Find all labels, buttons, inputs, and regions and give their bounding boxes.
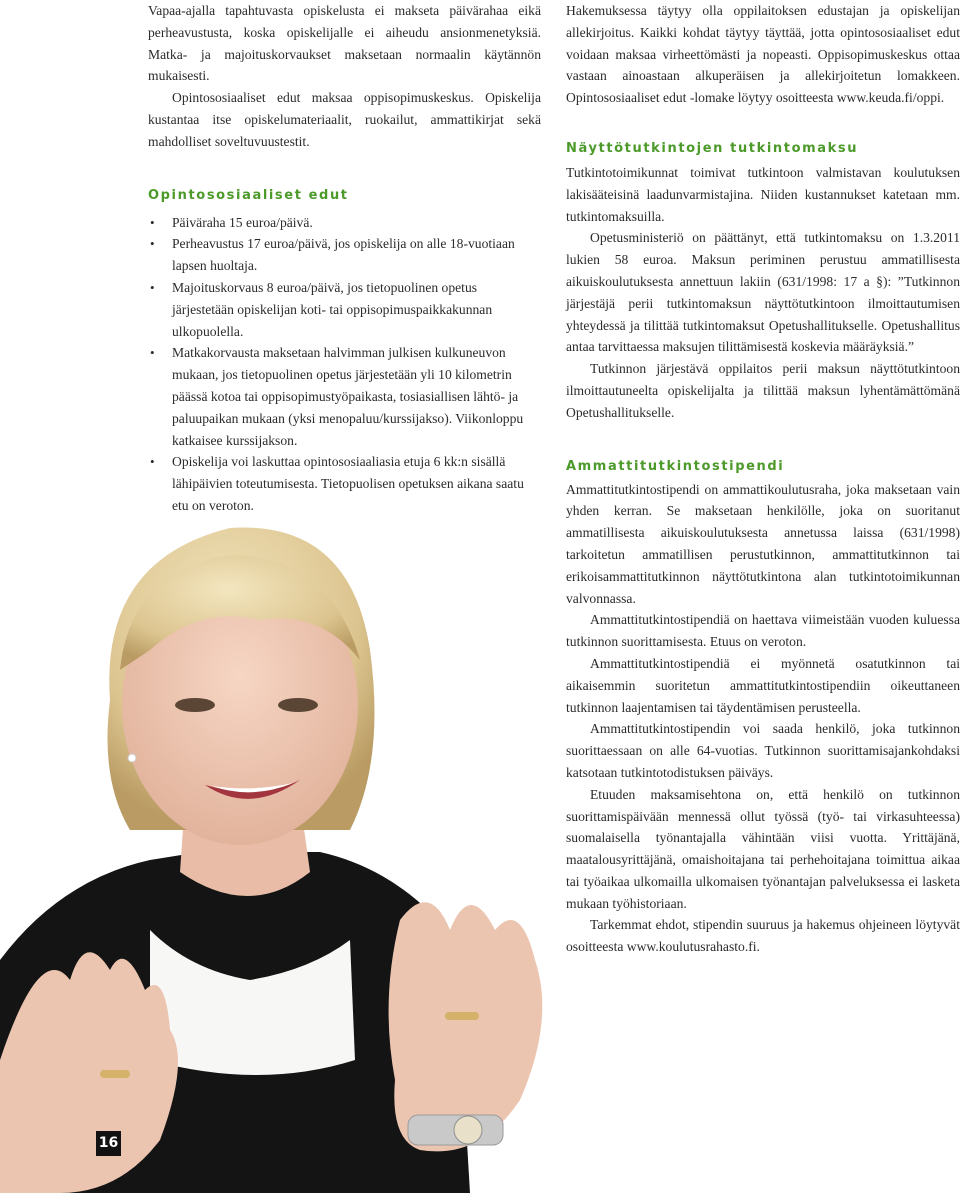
section-heading-stipend: Ammattitutkintostipendi — [566, 458, 785, 474]
woman-photo — [0, 500, 560, 1193]
fee-paragraph-1: Tutkintotoimikunnat toimivat tutkintoon valmistavan koulutuksen lakisääteisinä laadunvarmistajina. Niiden kustannukset katetaan mm. tutkintomaksuilla. — [566, 164, 960, 224]
list-item: • Majoituskorvaus 8 euroa/päivä, jos tietopuolinen opetus järjestetään opiskelijan koti- tai oppisopimuspaikkakunnan ulkopuolella. — [148, 277, 541, 342]
intro-paragraph: Vapaa-ajalla tapahtuvasta opiskelusta ei makseta päivärahaa eikä perheavustusta, koska opiskelijalle ei aiheudu ansionmenetyksiä. Matka- ja majoituskorvaukset maksetaan normaalin käytännön mukaisesti. — [148, 3, 541, 84]
stipend-paragraph-3: Ammattitutkintostipendiä ei myönnetä osatutkinnon tai aikaisemmin suoritetun ammattitutkintostipendiin oikeuttaneen tutkinnon laajentamisen tai täydentämisen perusteella. — [566, 655, 960, 715]
right-column — [566, 0, 960, 958]
fee-paragraph-3: Tutkinnon järjestävä oppilaitos perii maksun näyttötutkintoon ilmoittautuneelta opiskelijalta ja tilittää maksun lyhentämättömänä Opetushallitukselle. — [566, 361, 960, 420]
application-paragraph: Hakemuksessa täytyy olla oppilaitoksen edustajan ja opiskelijan allekirjoitus. Kaikki kohdat täytyy täyttää, jotta opintososiaaliset edut voidaan maksaa virheettömästi ja nopeasti. Oppisopimuskeskus ottaa vastaan ainoastaan alkuperäisen ja allekirjoitetun lomakkeen. Opintososiaaliset edut -lomake löytyy osoitteesta www.keuda.fi/oppi. — [566, 3, 960, 106]
stipend-paragraph-5: Etuuden maksamisehtona on, että henkilö on tutkinnon suorittamispäivään mennessä ollut työssä (työ- tai virkasuhteessa) suomalaisella työnantajalla vähintään viisi vuotta. Yrittäjänä, maatalousyrittäjänä, omaishoitajana tai perhehoitajana toimittua aikaa tai työaikaa ulkomailla ulkomaisen työnantajan palveluksessa ei lasketa mukaan työhistoriaan. — [566, 786, 960, 911]
stipend-paragraph-6: Tarkemmat ehdot, stipendin suuruus ja hakemus ohjeineen löytyvät osoitteesta www.koulutusrahasto.fi. — [566, 917, 960, 955]
list-item: • Perheavustus 17 euroa/päivä, jos opiskelija on alle 18-vuotiaan lapsen huoltaja. — [148, 233, 541, 277]
section-heading-benefits: Opintososiaaliset edut — [148, 187, 349, 203]
left-column — [148, 0, 541, 517]
section-heading-fee: Näyttötutkintojen tutkintomaksu — [566, 140, 859, 156]
page-number: 16 — [96, 1131, 121, 1156]
payer-paragraph: Opintososiaaliset edut maksaa oppisopimuskeskus. Opiskelija kustantaa itse opiskelumateriaalit, ruokailut, ammattikirjat sekä mahdolliset soveltuvuustestit. — [148, 90, 541, 149]
list-item: • Päiväraha 15 euroa/päivä. — [148, 212, 541, 234]
stipend-paragraph-2: Ammattitutkintostipendiä on haettava viimeistään vuoden kuluessa tutkinnon suorittamisesta. Etuus on veroton. — [566, 612, 960, 650]
benefits-list — [148, 212, 541, 517]
stipend-paragraph-4: Ammattitutkintostipendin voi saada henkilö, joka tutkinnon suorittaessaan on alle 64-vuotias. Tutkinnon suorittamisajankohdaksi katsotaan tutkintotodistuksen päiväys. — [566, 721, 960, 780]
list-item: • Matkakorvausta maksetaan halvimman julkisen kulkuneuvon mukaan, jos tietopuolinen opetus järjestetään yli 10 kilometrin päässä kotoa tai oppisopimustyöpaikasta, tosiasiallisen lähtö- ja paluupaikan mukaan (yksi menopaluu/kurssijakso). Viikonloppu katkaisee kurssijakson. — [148, 342, 541, 451]
stipend-paragraph-1: Ammattitutkintostipendi on ammattikoulutusraha, joka maksetaan vain yhden kerran. Se maksetaan henkilölle, joka on suoritanut ammatillisesta aikuiskoulutuksesta annetussa laissa (631/1998) tarkoitetun ammatillisen perustutkinnon, ammattitutkinnon tai erikoisammattitutkinnon näyttötutkintona alan tutkintotoimikunnan valvonnassa. — [566, 481, 960, 606]
list-item: • Opiskelija voi laskuttaa opintososiaaliasia etuja 6 kk:n sisällä lähipäivien toteutumisesta. Tietopuolisen opetuksen aikana saatu etu on veroton. — [148, 451, 541, 516]
fee-paragraph-2: Opetusministeriö on päättänyt, että tutkintomaksu on 1.3.2011 lukien 58 euroa. Maksun periminen perustuu ammatillisesta aikuiskoulutuksesta annettuun lakiin (631/1998: 17 a §): ”Tutkinnon järjestäjä perii tutkintomaksun näyttötutkintoon ilmoittautumisen yhteydessä ja tilittää tutkintomaksut Opetushallitukselle. Opetushallitus antaa tarvittaessa maksujen tilittämisestä koskevia määräyksiä.” — [566, 230, 960, 355]
